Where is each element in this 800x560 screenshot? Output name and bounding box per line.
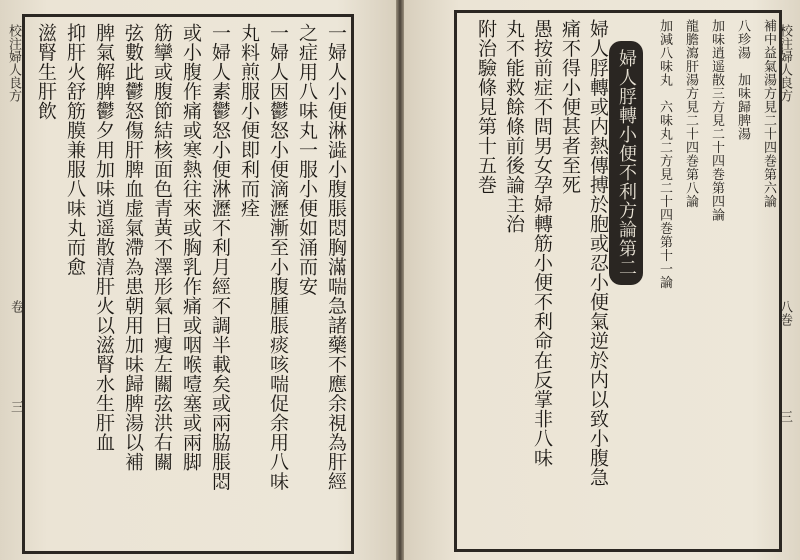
left-margin-title: 校注婦人良方 — [6, 24, 21, 102]
right-margin-folio: 三 — [777, 410, 792, 423]
left-column: 筋攣或腹節結核面色青黃不澤形氣日瘦左關弦洪右關 — [151, 23, 173, 472]
left-column: 一婦人小便淋澁小腹脹悶胸滿喘急諸藥不應余視為肝經 — [325, 23, 347, 491]
right-column: 八珍湯 加味歸脾湯 — [735, 19, 750, 141]
left-column: 一婦人因鬱怒小便滴瀝漸至小腹腫脹痰咳喘促余用八味 — [267, 23, 289, 491]
left-column: 抑肝火舒筋膜兼服八味丸而愈 — [64, 23, 86, 277]
right-body-column: 痛不得小便甚者至死 — [559, 19, 581, 195]
left-page-frame — [22, 14, 354, 554]
left-column: 一婦人素鬱怒小便淋瀝不利月經不調半載矣或兩脇脹悶 — [209, 23, 231, 491]
right-column: 龍膽瀉肝湯方見二十四巻第八論 — [683, 19, 698, 208]
right-margin-volume: 八巻 — [777, 300, 792, 326]
left-column: 滋腎生肝飲 — [35, 23, 57, 121]
left-column: 弦數此鬱怒傷肝脾血虚氣滯為患朝用加味歸脾湯以補 — [122, 23, 144, 472]
right-body-column: 愚按前症不問男女孕婦轉筋小便不利命在反掌非八味 — [531, 19, 553, 468]
left-column: 或小腹作痛或寒熱往來或胸乳作痛或咽喉噎塞或兩脚 — [180, 23, 202, 472]
right-column: 加味逍遥散三方見二十四巻第四論 — [709, 19, 724, 222]
section-heading: 婦人脬轉小便不利方論第二 — [609, 41, 643, 285]
right-body-column: 婦人脬轉或内熱傳搏於胞或忍小便氣逆於内以致小腹急 — [587, 19, 609, 487]
left-column: 丸料煎服小便即利而痊 — [238, 23, 260, 218]
left-column: 之症用八味丸一服小便如涌而安 — [296, 23, 318, 296]
book-gutter — [396, 0, 404, 560]
right-margin-title: 校注婦人良方 — [777, 24, 792, 102]
right-body-column: 丸不能救餘條前後論主治 — [503, 19, 525, 234]
right-body-column: 附治驗條見第十五巻 — [475, 19, 497, 195]
right-column: 加減八味丸 六味丸二方見二十四巻第十一論 — [657, 19, 672, 289]
left-margin-folio: 三 — [8, 400, 23, 413]
left-margin-volume: 卷 — [8, 300, 23, 313]
right-page-frame — [454, 10, 782, 552]
right-page — [404, 0, 800, 560]
left-column: 脾氣解脾鬱夕用加味逍遥散清肝火以滋腎水生肝血 — [93, 23, 115, 452]
left-page — [0, 0, 396, 560]
right-column: 補中益氣湯方見二十四巻第六論 — [761, 19, 776, 208]
